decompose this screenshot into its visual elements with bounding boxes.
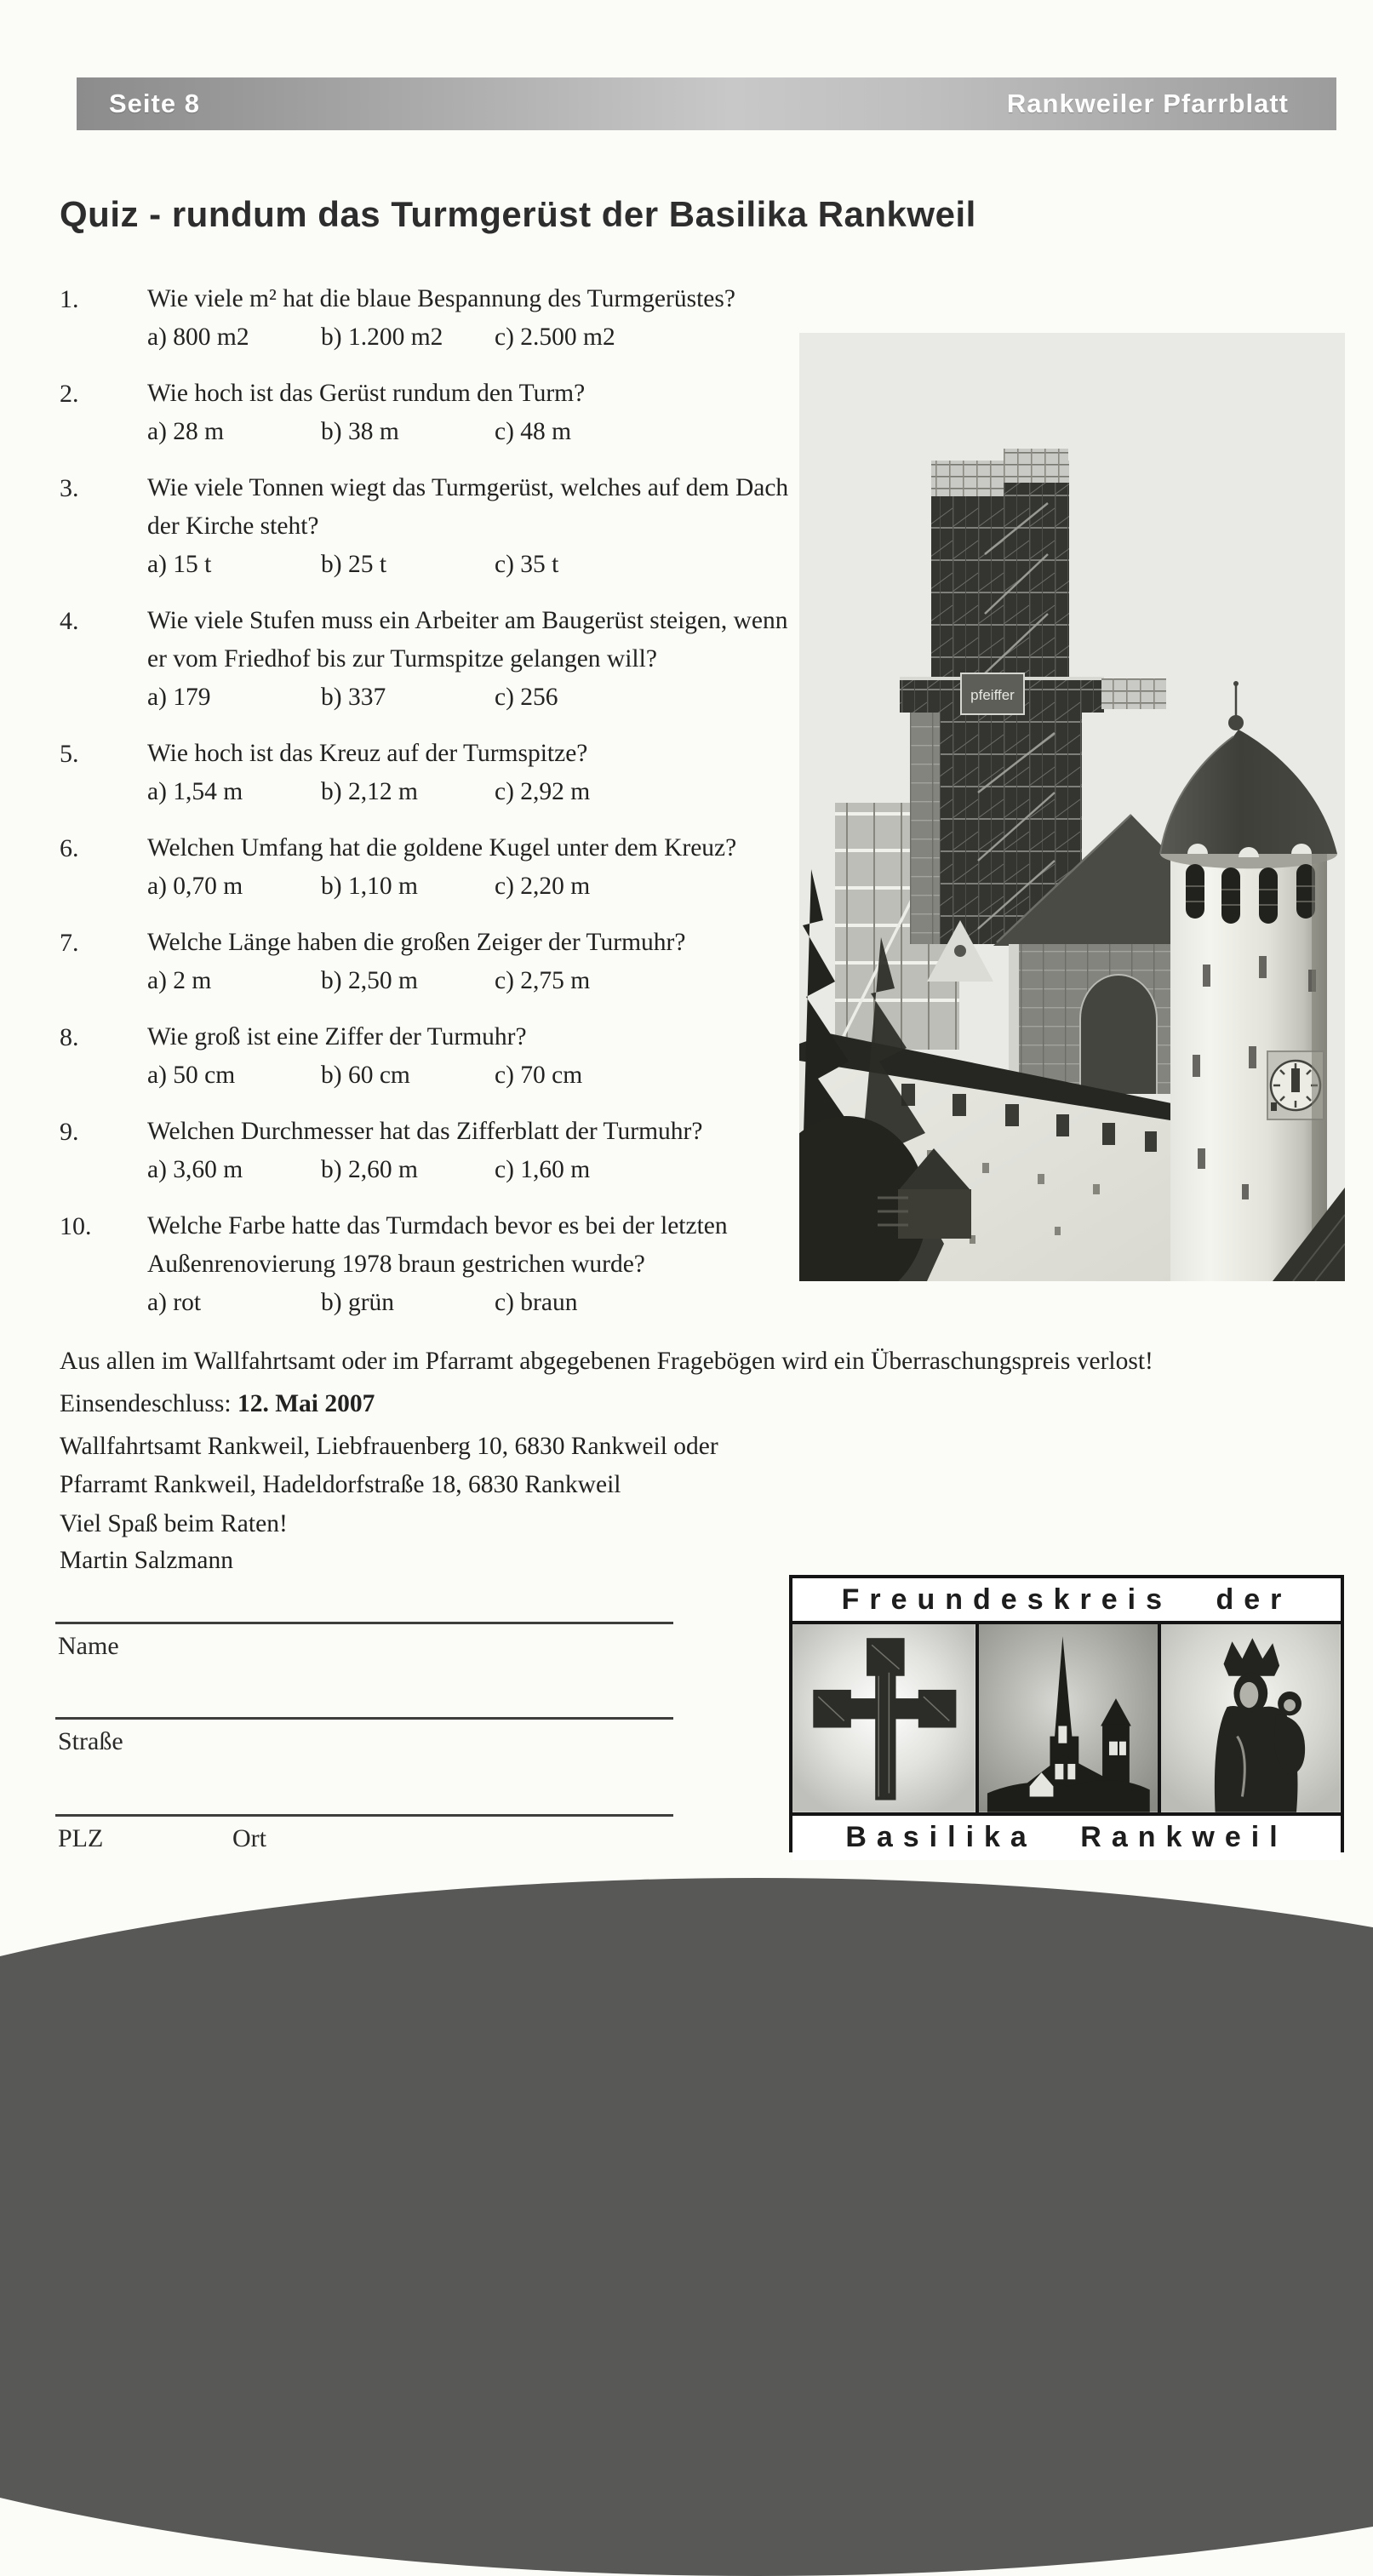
question-number: 4.: [60, 607, 79, 635]
deadline-date: 12. Mai 2007: [237, 1390, 375, 1417]
answer-option-c: c) 2,75 m: [495, 967, 591, 994]
question-6: [60, 829, 802, 906]
plz-field-label: PLZ: [58, 1824, 104, 1852]
question-7: [60, 924, 802, 1000]
question-text: Welchen Durchmesser hat das Zifferblatt der Turmuhr?: [147, 1118, 703, 1145]
ort-field-label: Ort: [232, 1824, 266, 1852]
freundeskreis-logo-box: [789, 1575, 1344, 1852]
answer-option-c: c) 2,20 m: [495, 873, 591, 900]
publication-title: Rankweiler Pfarrblatt: [1006, 89, 1289, 118]
question-text: Welche Länge haben die großen Zeiger der Turmuhr?: [147, 929, 686, 956]
question-text: Wie hoch ist das Kreuz auf der Turmspitze?: [147, 740, 588, 767]
answer-options: [147, 773, 801, 811]
answer-option-b: b) 25 t: [321, 551, 387, 578]
question-number: 8.: [60, 1023, 79, 1051]
answer-option-b: b) 2,50 m: [321, 967, 418, 994]
question-number: 3.: [60, 474, 79, 502]
answer-option-a: a) rot: [147, 1289, 202, 1316]
page-title: Quiz - rundum das Turmgerüst der Basilika Rankweil: [60, 194, 976, 234]
question-text: Wie hoch ist das Gerüst rundum den Turm?: [147, 380, 586, 407]
logo-panels: [792, 1621, 1341, 1816]
question-text: Wie viele m² hat die blaue Bespannung des Turmgerüstes?: [147, 285, 735, 312]
signature: Martin Salzmann: [60, 1547, 233, 1574]
answer-option-a: a) 50 cm: [147, 1062, 236, 1089]
answer-option-a: a) 2 m: [147, 967, 212, 994]
answer-option-c: c) 2.500 m2: [495, 323, 615, 351]
church-facade: [1009, 944, 1179, 1094]
page-number-label: Seite 8: [109, 89, 200, 118]
question-text: Welche Farbe hatte das Turmdach bevor es bei der letzten Außenrenovierung 1978 braun gestrichen wurde?: [147, 1212, 728, 1278]
question-10: [60, 1207, 802, 1322]
closing-line: Viel Spaß beim Raten!: [60, 1510, 288, 1537]
answer-option-b: b) 60 cm: [321, 1062, 410, 1089]
answer-option-a: a) 28 m: [147, 418, 225, 445]
answer-option-b: b) grün: [321, 1289, 395, 1316]
answer-option-b: b) 2,60 m: [321, 1156, 418, 1183]
question-2: [60, 375, 802, 451]
question-4: [60, 602, 802, 717]
question-9: [60, 1113, 802, 1189]
church-icon: [975, 1624, 1158, 1812]
answer-options: [147, 678, 801, 717]
cross-icon: [792, 1624, 975, 1812]
question-text: Wie viele Stufen muss ein Arbeiter am Baugerüst steigen, wenn er vom Friedhof bis zur Turmspitze gelangen will?: [147, 607, 788, 673]
answer-options: [147, 1284, 801, 1322]
address-line-2: Pfarramt Rankweil, Hadeldorfstraße 18, 6830 Rankweil: [60, 1471, 621, 1498]
question-5: [60, 735, 802, 811]
deadline-line: [60, 1385, 375, 1423]
answer-option-a: a) 179: [147, 684, 211, 711]
answer-option-c: c) 1,60 m: [495, 1156, 591, 1183]
raffle-note: Aus allen im Wallfahrtsamt oder im Pfarramt abgegebenen Fragebögen wird ein Überraschungspreis verlost!: [60, 1348, 1153, 1375]
plz-ort-entry-line[interactable]: [55, 1814, 673, 1817]
banner-text: pfeiffer: [970, 687, 1015, 703]
answer-option-a: a) 3,60 m: [147, 1156, 243, 1183]
question-number: 6.: [60, 834, 79, 862]
answer-option-b: b) 38 m: [321, 418, 399, 445]
basilika-tower-photo: [799, 333, 1345, 1281]
bottom-curve-decoration: [0, 1878, 1373, 2576]
answer-options: [147, 962, 801, 1000]
answer-option-a: a) 0,70 m: [147, 873, 243, 900]
question-text: Wie groß ist eine Ziffer der Turmuhr?: [147, 1023, 527, 1050]
street-entry-line[interactable]: [55, 1717, 673, 1720]
answer-option-c: c) 256: [495, 684, 558, 711]
answer-option-b: b) 1.200 m2: [321, 323, 443, 351]
question-number: 10.: [60, 1212, 92, 1240]
question-number: 9.: [60, 1118, 79, 1146]
answer-option-c: c) 70 cm: [495, 1062, 583, 1089]
answer-option-c: c) 48 m: [495, 418, 572, 445]
answer-options: [147, 413, 801, 451]
answer-option-c: c) 2,92 m: [495, 778, 591, 805]
question-number: 5.: [60, 740, 79, 768]
answer-option-a: a) 15 t: [147, 551, 212, 578]
question-text: Welchen Umfang hat die goldene Kugel unter dem Kreuz?: [147, 834, 737, 862]
deadline-label: Einsendeschluss:: [60, 1390, 237, 1417]
answer-option-b: b) 337: [321, 684, 386, 711]
logo-top-text: Freundeskreis der: [792, 1578, 1341, 1621]
madonna-icon: [1158, 1624, 1341, 1812]
question-number: 1.: [60, 285, 79, 313]
answer-option-c: c) braun: [495, 1289, 578, 1316]
question-text: Wie viele Tonnen wiegt das Turmgerüst, welches auf dem Dach der Kirche steht?: [147, 474, 789, 540]
name-field-label: Name: [58, 1632, 119, 1660]
address-line-1: Wallfahrtsamt Rankweil, Liebfrauenberg 10, 6830 Rankweil oder: [60, 1433, 718, 1460]
closing-block: [60, 1506, 288, 1579]
question-number: 2.: [60, 380, 79, 408]
answer-options: [147, 1151, 801, 1189]
answer-option-a: a) 800 m2: [147, 323, 249, 351]
answer-option-b: b) 2,12 m: [321, 778, 418, 805]
question-1: [60, 280, 802, 357]
header-bar: [77, 77, 1336, 130]
street-field-label: Straße: [58, 1727, 123, 1755]
scaffold-banner: [961, 673, 1024, 714]
name-entry-line[interactable]: [55, 1622, 673, 1624]
answer-option-a: a) 1,54 m: [147, 778, 243, 805]
answer-option-c: c) 35 t: [495, 551, 559, 578]
logo-bottom-text: Basilika Rankweil: [792, 1816, 1341, 1860]
answer-options: [147, 318, 801, 357]
question-8: [60, 1018, 802, 1095]
answer-options: [147, 1056, 801, 1095]
answer-option-b: b) 1,10 m: [321, 873, 418, 900]
submission-addresses: [60, 1428, 718, 1504]
question-3: [60, 469, 802, 584]
quiz-question-list: [60, 280, 802, 1340]
question-number: 7.: [60, 929, 79, 957]
answer-options: [147, 546, 801, 584]
answer-options: [147, 867, 801, 906]
